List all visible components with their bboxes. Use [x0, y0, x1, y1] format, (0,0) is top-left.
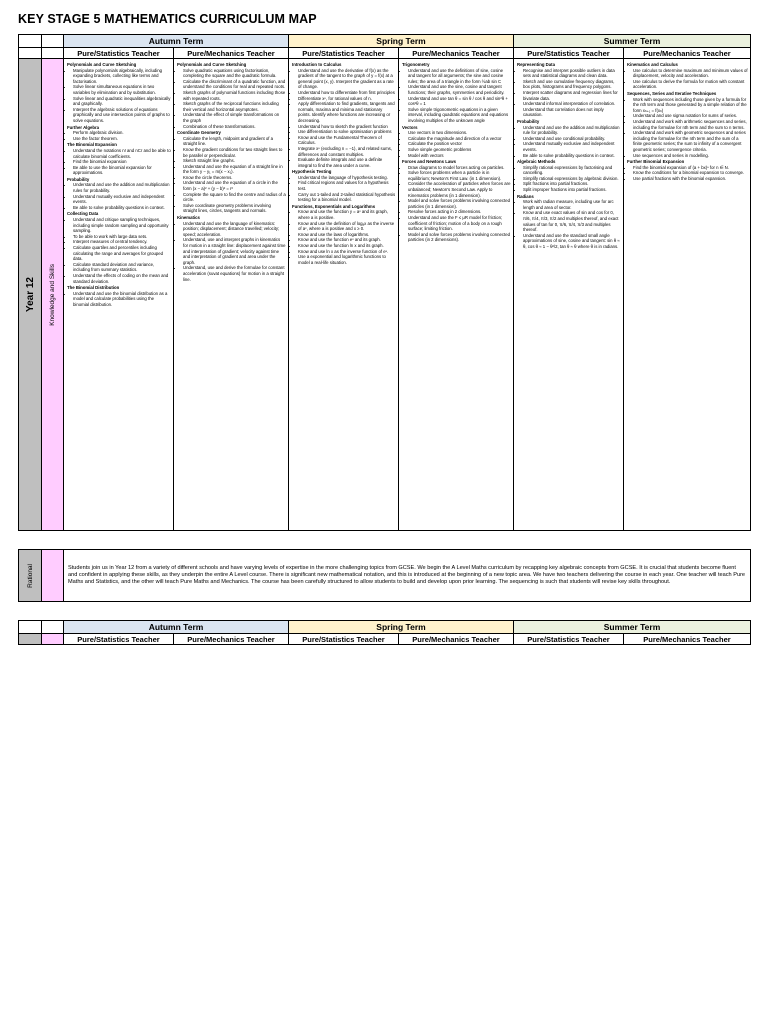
- topic-cell: [399, 59, 514, 531]
- topic-heading: Probability: [517, 118, 540, 124]
- teacher-header: Pure/Mechanics Teacher: [174, 48, 289, 59]
- topic-item: • Interpret the algebraic solutions of equations graphically and use intersection points of graphs to solve equations.: [73, 107, 171, 124]
- topic-heading: Kinematics and Calculus: [627, 62, 678, 67]
- teacher-header: Pure/Mechanics Teacher: [174, 634, 289, 645]
- topic-item: • To be able to work with large data sets.: [73, 234, 171, 240]
- topic-item: • Use calculus to derive the formula for motion with constant acceleration.: [633, 79, 748, 90]
- topic-heading: The Binomial Distribution: [67, 285, 120, 291]
- topic-item: • Interpret scatter diagrams and regression lines for bivariate data.: [523, 90, 621, 101]
- topic-heading: Radians: [517, 193, 534, 199]
- topic-item: • Understand mutually exclusive and independent events.: [523, 141, 621, 152]
- topic-list: [67, 291, 171, 308]
- topic-list: [517, 125, 621, 159]
- topic-item: • Know and use the laws of logarithms.: [298, 232, 396, 238]
- topic-list: [517, 68, 621, 118]
- topic-item: • Split improper fractions into partial fractions.: [523, 187, 621, 193]
- topic-list: [517, 165, 621, 193]
- topic-heading: Sequences, Series and Iterative Techniques: [627, 90, 717, 96]
- topic-item: • Understand and use tan θ = sin θ / cos θ and sin²θ + cos²θ = 1: [408, 96, 511, 107]
- topic-item: • Understand informal interpretation of correlation. Understand that correlation does not imply causation.: [523, 101, 621, 118]
- summer-term-header: Summer Term: [514, 621, 751, 634]
- topic-item: • Use the factor theorem.: [73, 136, 171, 142]
- topic-item: • Solve linear and quadratic inequalities algebraically and graphically.: [73, 96, 171, 107]
- topic-item: • Split fractions into partial fractions.: [523, 181, 621, 187]
- topic-heading: The Binomial Expansion: [67, 142, 117, 148]
- spring-term-header: Spring Term: [289, 621, 514, 634]
- topic-item: • Use calculus to determine maximum and minimum values of displacement, velocity and acceleration.: [633, 68, 748, 79]
- topic-heading: Further Binomial Expansion: [627, 159, 685, 165]
- topic-item: • Know and use the definition of logₐx as the inverse of aˣ, where a is positive and x ≥ 0.: [298, 221, 396, 232]
- topic-item: • Understand the effect of simple transformations on the graph: [183, 112, 286, 123]
- topic-item: • Understand mutually exclusive and independent events.: [73, 194, 171, 205]
- topic-heading: Representing Data: [517, 62, 555, 67]
- topic-item: • Be able to use the binomial expansion for approximations.: [73, 165, 171, 176]
- topic-list: [292, 209, 396, 265]
- topic-item: • Model and solve forces problems involving connected particles (in 2 dimensions).: [408, 232, 511, 243]
- topic-item: • Understand and work with arithmetic sequences and series, including the formulae for nth term and the sum to n terms.: [633, 119, 748, 130]
- topic-cell: [64, 59, 174, 531]
- topic-item: • Know and use the function ln x and its graph.: [298, 243, 396, 249]
- topic-item: • Sketch and use cumulative frequency diagrams, box plots, histograms and frequency polygons.: [523, 79, 621, 90]
- topic-item: • Perform algebraic division.: [73, 130, 171, 136]
- teacher-header: Pure/Mechanics Teacher: [624, 48, 751, 59]
- topic-item: • Know and use the function eˣ and its graph.: [298, 237, 396, 243]
- topic-item: • Calculate standard deviation and variance, including from summary statistics.: [73, 262, 171, 273]
- topic-heading: Vectors: [402, 124, 418, 130]
- topic-item: • Sketch straight line graphs.: [183, 158, 286, 164]
- corner-cell: [19, 48, 42, 59]
- topic-heading: Coordinate Geometry: [177, 130, 221, 136]
- year-label: Year 12: [24, 276, 36, 313]
- topic-item: • Calculate the discriminant of a quadratic function, and understand the conditions for real and repeated roots.: [183, 79, 286, 90]
- topic-item: • Carry out 1-tailed and 2-tailed statistical hypothesis testing for a binomial model.: [298, 192, 396, 203]
- topic-item: • Complete the square to find the centre and radius of a circle.: [183, 192, 286, 203]
- topic-item: • Know the conditions for a binomial expansion to converge.: [633, 170, 748, 176]
- topic-item: • Solve coordinate geometry problems involving straight lines, circles, tangents and normals.: [183, 203, 286, 214]
- autumn-term-header: Autumn Term: [64, 621, 289, 634]
- rational-pink-cell: [42, 550, 64, 602]
- topic-item: • Solve linear simultaneous equations in two variables by elimination and by substitution.: [73, 84, 171, 95]
- topic-heading: Probability: [67, 176, 90, 182]
- topic-list: [402, 165, 511, 243]
- topic-item: • Understand and use the standard small angle approximations of sine, cosine and tangent: sin θ ≈ θ, cos θ ≈ 1 − θ²/2, tan θ ≈ θ where θ is in radians.: [523, 233, 621, 250]
- curriculum-table: [18, 34, 751, 531]
- topic-item: • Simplify rational expressions by factorising and cancelling.: [523, 165, 621, 176]
- topic-item: • Understand and use the F ≤ μR model for friction; coefficient of friction; motion of a body on a rough surface; limiting friction.: [408, 215, 511, 232]
- topic-item: • Integrate xⁿ (excluding n = −1), and related sums, differences and constant multiples.: [298, 146, 396, 157]
- topic-heading: Trigonometry: [402, 62, 430, 67]
- teacher-header: Pure/Statistics Teacher: [514, 48, 624, 59]
- topic-item: • Understand and use the sine, cosine and tangent functions; their graphs, symmetries and periodicity.: [408, 84, 511, 95]
- topic-heading: Functions, Exponentials and Logarithms: [292, 203, 376, 209]
- topic-item: • Solve simple geometric problems: [408, 147, 511, 153]
- knowledge-skills-label: Knowledge and Skills: [49, 263, 56, 326]
- topic-item: • Calculate the position vector: [408, 141, 511, 147]
- topic-item: • Draw diagrams to model forces acting on particles.: [408, 165, 511, 171]
- topic-item: • Understand and use the definitions of sine, cosine and tangent for all arguments; the sine and cosine rules; the area of a triangle in the form ½ab sin C: [408, 68, 511, 85]
- page-title: KEY STAGE 5 MATHEMATICS CURRICULUM MAP: [18, 12, 317, 26]
- topic-list: [627, 68, 748, 90]
- topic-item: • Understand and use the binomial distribution as a model and calculate probabilities using the binomial distribution.: [73, 291, 171, 308]
- topic-heading: Polynomials and Curve Sketching: [177, 62, 247, 67]
- topic-item: • Use vectors in two dimensions.: [408, 130, 511, 136]
- topic-item: • Understand the effects of coding on the mean and standard deviation.: [73, 273, 171, 284]
- topic-heading: Further Algebra: [67, 124, 100, 130]
- corner-cell: [42, 35, 64, 48]
- topic-item: • Understand and use the addition and multiplication rules for probability.: [73, 182, 171, 193]
- topic-item: • Manipulate polynomials algebraically, including expanding brackets, collecting like terms and factorisation.: [73, 68, 171, 85]
- topic-item: • Calculate the length, midpoint and gradient of a straight line.: [183, 136, 286, 147]
- topic-item: • Recognise and interpret possible outliers in data sets and statistical diagrams and clean data.: [523, 68, 621, 79]
- knowledge-skills-cell: [42, 59, 64, 531]
- topic-item: • Understand the notations n! and nCr and be able to calculate binomial coefficients.: [73, 148, 171, 159]
- topic-item: • Model with vectors: [408, 153, 511, 159]
- topic-heading: Introduction to Calculus: [292, 62, 342, 67]
- topic-heading: Forces and Newtons Laws: [402, 159, 456, 165]
- topic-item: • Model and solve forces problems involving connected particles (in 1 dimension).: [408, 198, 511, 209]
- topic-item: • Find the binomial expansion of (a + bx)ⁿ for n ∈ N.: [633, 165, 748, 171]
- topic-list: [67, 148, 171, 176]
- corner-cell: [42, 48, 64, 59]
- topic-heading: Algebraic Methods: [517, 159, 556, 165]
- spring-term-header: Spring Term: [289, 35, 514, 48]
- teacher-header: Pure/Statistics Teacher: [64, 634, 174, 645]
- year-label-cell: [19, 59, 42, 531]
- teacher-header: Pure/Mechanics Teacher: [624, 634, 751, 645]
- topic-item: • Simplify rational expressions by algebraic division.: [523, 176, 621, 182]
- topic-item: • Differentiate xⁿ, for rational values of n.: [298, 96, 396, 102]
- topic-item: • Calculate quartiles and percentiles including calculating the range and averages for grouped data.: [73, 245, 171, 262]
- topic-item: • Sketch graphs of the reciprocal functions including their vertical and horizontal asymptotes.: [183, 101, 286, 112]
- topic-cell: [289, 59, 399, 531]
- topic-item: • Know and use the function y = aˣ and its graph, where a is positive.: [298, 209, 396, 220]
- topic-item: • Understand and use the derivative of f(x) as the gradient of the tangent to the graph of y = f(x) at a general point (x, y). Interpret the gradient as a rate of change.: [298, 68, 396, 90]
- teacher-header: Pure/Statistics Teacher: [289, 48, 399, 59]
- corner-cell: [42, 621, 64, 634]
- topic-item: • Consider the acceleration of particles when forces are unbalanced; Newton's Second Law. Apply to Kinematics problems (in 1 dimension).: [408, 181, 511, 198]
- topic-item: • Understand and critique sampling techniques, including simple random sampling and opportunity sampling.: [73, 217, 171, 234]
- topic-item: • Know and use the Fundamental Theorem of Calculus.: [298, 135, 396, 146]
- topic-item: • Know the circle theorems.: [183, 175, 286, 181]
- topic-list: [402, 68, 511, 124]
- topic-item: • Understand, use and interpret graphs in kinematics for motion in a straight line: displacement against time and interpretation of gradient; velocity against time and interpretation of gradient and area under the graph.: [183, 237, 286, 265]
- rational-side-cell: [19, 550, 42, 602]
- topic-item: • Use a exponential and logarithmic functions to model a real-life situation.: [298, 254, 396, 265]
- topic-item: • Solve forces problems when a particle is in equilibrium; Newton's First Law. (in 1 dimension).: [408, 170, 511, 181]
- topic-item: • Find the binomial expansion: [73, 159, 171, 165]
- topic-cell: [624, 59, 751, 531]
- topic-item: • Understand and use the equation of a circle in the form (x − a)² + (y − b)² = r²: [183, 180, 286, 191]
- topic-item: • Know and use ln x as the inverse function of eˣ.: [298, 249, 396, 255]
- teacher-header: Pure/Statistics Teacher: [64, 48, 174, 59]
- topic-item: • Evaluate definite integrals and use a definite integral to find the area under a curve.: [298, 157, 396, 168]
- topic-cell: [174, 59, 289, 531]
- topic-item: • Work with sequences including those given by a formula for the nth term and those generated by a simple relation of the form xₙ₊₁ = f(xₙ): [633, 97, 748, 114]
- autumn-term-header: Autumn Term: [64, 35, 289, 48]
- rational-label: Rational: [26, 563, 34, 588]
- topic-list: [177, 136, 286, 214]
- topic-list: [67, 217, 171, 284]
- topic-item: • Solve quadratic equations using factorisation, completing the square and the quadratic formula.: [183, 68, 286, 79]
- topic-item: • Sketch graphs of polynomial functions including those with repeated roots.: [183, 90, 286, 101]
- topic-list: [67, 182, 171, 210]
- teacher-header: Pure/Statistics Teacher: [289, 634, 399, 645]
- topic-list: [627, 165, 748, 182]
- topic-item: • Know the gradient conditions for two straight lines to be parallel or perpendicular.: [183, 147, 286, 158]
- topic-item: • Apply differentiation to find gradients, tangents and normals, maxima and minima and stationary points. Identify where functions are increasing or decreasing.: [298, 101, 396, 123]
- topic-item: • Use sequences and series in modelling.: [633, 153, 748, 159]
- topic-item: • Understand and use the equation of a straight line in the form y − y₁ = m(x − x₁).: [183, 164, 286, 175]
- topic-item: • Use differentiation to solve optimisation problems: [298, 129, 396, 135]
- topic-item: • Calculate the magnitude and direction of a vector: [408, 136, 511, 142]
- topic-item: • Use partial fractions with the binomial expansion.: [633, 176, 748, 182]
- topic-list: [517, 199, 621, 249]
- topic-item: • Understand and use the language of kinematics: position; displacement; distance travelled; velocity; speed; acceleration.: [183, 221, 286, 238]
- topic-item: • Interpret measures of central tendency.: [73, 239, 171, 245]
- topic-heading: Kinematics: [177, 215, 200, 221]
- topic-heading: Polynomials and Curve Sketching: [67, 62, 137, 67]
- rational-table: [18, 549, 751, 602]
- topic-list: [292, 175, 396, 203]
- topic-item: • Understand and use sigma notation for sums of series.: [633, 113, 748, 119]
- topic-item: • Understand how to differentiate from first principles: [298, 90, 396, 96]
- second-header-table: [18, 620, 751, 645]
- topic-item: • Resolve forces acting in 2 dimensions.: [408, 209, 511, 215]
- topic-list: [67, 68, 171, 124]
- topic-list: [627, 97, 748, 159]
- topic-item: • Understand the language of hypothesis testing.: [298, 175, 396, 181]
- topic-heading: Hypothesis Testing: [292, 169, 332, 175]
- topic-heading: Collecting Data: [67, 211, 99, 217]
- topic-item: • Be able to solve probability questions in context.: [73, 205, 171, 211]
- summer-term-header: Summer Term: [514, 35, 751, 48]
- teacher-header: Pure/Statistics Teacher: [514, 634, 624, 645]
- topic-list: [177, 68, 286, 130]
- topic-item: • Understand, use and derive the formulae for constant acceleration (suvat equations) for motion in a straight line.: [183, 265, 286, 282]
- topic-item: • Work with radian measure, including use for arc length and area of sector.: [523, 199, 621, 210]
- rational-text: Students join us in Year 12 from a variety of different schools and have varying levels of expertise in the more challenging topics from GCSE. We begin the A Level Maths curriculum by recapping key algebraic concepts from GCSE. It is crucial that students become fluent and confident in applying these skills, as they underpin the entire A Level course. There is significant new mathematical notation, and this is introduced at the beginning of a new topic area. We have two teachers delivering the course in each year. One teacher will teach Pure Maths and Statistics, and the other will teach Pure Maths and Mechanics. The course has been carefully structured to allow students to build and develop upon prior learning. The sequencing is such that students will revise key skills throughout.: [64, 550, 751, 602]
- topic-item: • Understand and work with geometric sequences and series including the formulae for the nth term and the sum of a finite geometric series; the sum to infinity of a convergent geometric series; convergence criteria.: [633, 130, 748, 152]
- topic-item: • Understand and use conditional probability.: [523, 136, 621, 142]
- corner-cell: [19, 35, 42, 48]
- topic-item: • Combination of these transformations.: [183, 124, 286, 130]
- corner-cell: [19, 621, 42, 634]
- ks-side-cell: [42, 634, 64, 645]
- topic-item: • Find critical regions and values for a hypothesis test.: [298, 180, 396, 191]
- year-side-cell: [19, 634, 42, 645]
- topic-item: • Be able to solve probability questions in context.: [523, 153, 621, 159]
- topic-item: • Solve simple trigonometric equations in a given interval, including quadratic equations and equations involving multiples of the unknown angle: [408, 107, 511, 124]
- teacher-header: Pure/Mechanics Teacher: [399, 634, 514, 645]
- topic-item: • Understand and use the addition and multiplication rule for probability.: [523, 125, 621, 136]
- topic-list: [177, 221, 286, 283]
- topic-cell: [514, 59, 624, 531]
- topic-list: [292, 68, 396, 169]
- topic-list: [67, 130, 171, 141]
- topic-item: • Know and use exact values of sin and cos for 0, π/6, π/4, π/3, π/2 and multiples thereof, and exact values of tan for 0, π/6, π/4, π/3 and multiples thereof.: [523, 210, 621, 232]
- teacher-header: Pure/Mechanics Teacher: [399, 48, 514, 59]
- topic-item: • Understand how to sketch the gradient function: [298, 124, 396, 130]
- topic-list: [402, 130, 511, 158]
